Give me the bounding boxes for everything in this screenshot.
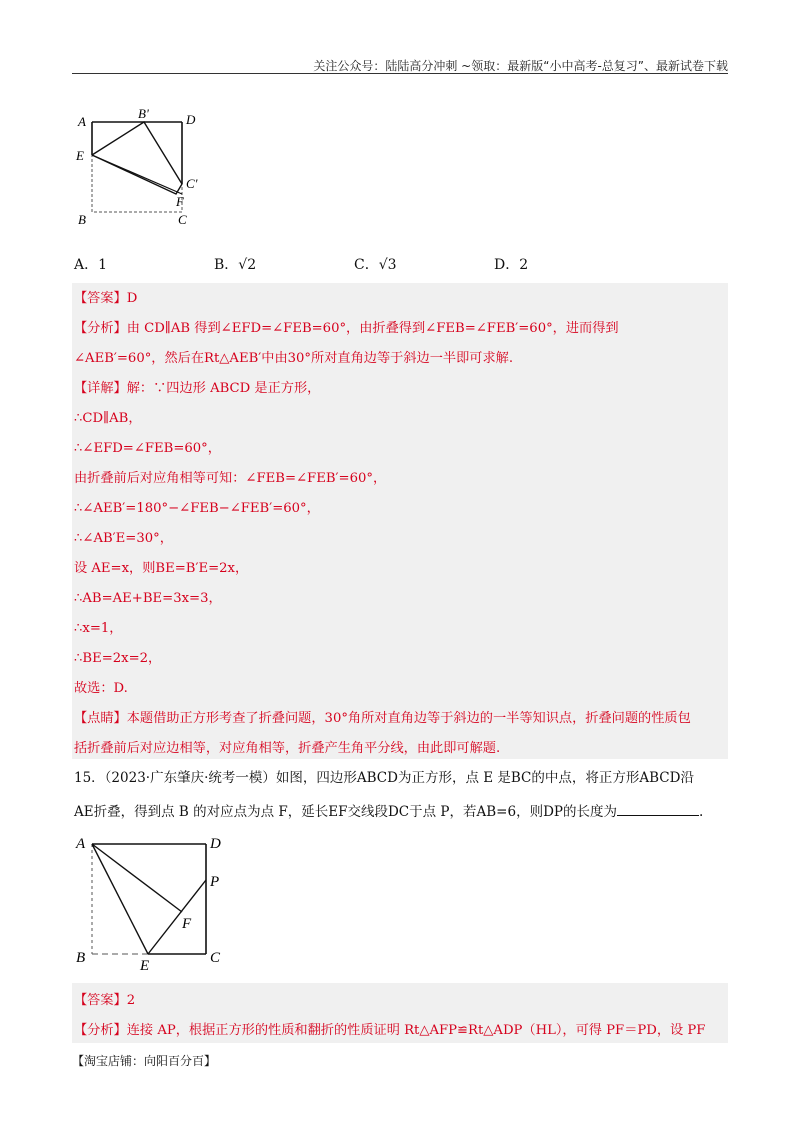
q15-line-2-text: AE折叠，得到点 B 的对应点为点 F，延长EF交线段DC于点 P，若AB=6，则DP的长度为	[74, 804, 617, 820]
fig1-label-E: E	[76, 148, 84, 163]
page-header: 关注公众号：陆陆高分冲刺 ~领取：最新版“小中高考-总复习”、最新试卷下载	[313, 59, 728, 73]
q14-detail-8: ∴AB=AE+BE=3x=3，	[74, 591, 222, 606]
figure-1-folded-square	[72, 100, 212, 230]
q15-line-1: 15．（2023·广东肇庆·统考一模）如图，四边形ABCD为正方形，点 E 是BC的中点，将正方形ABCD沿	[74, 770, 694, 786]
fig1-label-A: A	[78, 114, 86, 129]
fig1-label-F: F	[176, 194, 184, 209]
q14-detail-6: ∴∠AB′E=30°，	[74, 531, 173, 546]
q14-detail-9: ∴x=1，	[74, 621, 123, 636]
fig1-label-D: D	[186, 112, 196, 127]
q14-comment-1: 【点睛】本题借助正方形考查了折叠问题，30°角所对直角边等于斜边的一半等知识点，折叠问题的性质包	[74, 711, 691, 726]
option-a: A．1	[74, 257, 108, 273]
fig1-label-Cprime: C'	[186, 176, 198, 191]
q15-line-2-end: .	[699, 804, 704, 820]
fig2-label-C: C	[210, 950, 221, 966]
answer-blank	[617, 801, 699, 816]
square-outline-dashed	[92, 122, 182, 212]
option-b: B．√2	[214, 257, 257, 273]
option-c: C．√3	[354, 257, 397, 273]
q14-detail-5: ∴∠AEB′=180°−∠FEB−∠FEB′=60°，	[74, 501, 320, 516]
q14-analysis-2: ∠AEB′=60°，然后在Rt△AEB′中由30°所对直角边等于斜边一半即可求解.	[74, 351, 514, 366]
q15-answer-line: 【答案】2	[74, 993, 136, 1008]
fig2-label-B: B	[76, 950, 86, 966]
q15-analysis-1: 【分析】连接 AP，根据正方形的性质和翻折的性质证明 Rt△AFP≌Rt△ADP（HL），可得 PF＝PD，设 PF	[74, 1023, 706, 1038]
page-footer: 【淘宝店铺：向阳百分百】	[72, 1054, 217, 1068]
fig2-label-D: D	[210, 836, 221, 852]
fig2-label-A: A	[76, 836, 86, 852]
fig2-label-F: F	[182, 916, 192, 932]
q14-comment-2: 括折叠前后对应边相等，对应角相等，折叠产生角平分线，由此即可解题.	[74, 741, 501, 756]
fig1-label-C: C	[178, 212, 187, 227]
fig2-label-P: P	[210, 874, 220, 890]
figure-2-folded-square	[72, 830, 242, 970]
fig2-label-E: E	[140, 958, 150, 970]
q15-answer-box	[72, 983, 728, 1043]
q14-answer-line: 【答案】D	[74, 291, 138, 306]
fig1-label-B: B	[78, 212, 86, 227]
q14-analysis-1: 【分析】由 CD∥AB 得到∠EFD=∠FEB=60°，由折叠得到∠FEB=∠FEB′=60°，进而得到	[74, 321, 619, 336]
header-rule	[72, 73, 728, 74]
q14-detail-1: 【详解】解：∵四边形 ABCD 是正方形，	[74, 381, 321, 396]
option-d: D．2	[494, 257, 529, 273]
q14-answer-box	[72, 283, 728, 759]
q14-detail-7: 设 AE=x，则BE=B′E=2x，	[74, 561, 249, 576]
q15-line-2	[74, 800, 703, 820]
q14-detail-11: 故选：D.	[74, 681, 128, 696]
fig1-label-Bprime: B'	[138, 106, 149, 121]
q14-detail-4: 由折叠前后对应角相等可知：∠FEB=∠FEB′=60°，	[74, 471, 387, 486]
q14-detail-3: ∴∠EFD=∠FEB=60°，	[74, 441, 221, 456]
q14-detail-10: ∴BE=2x=2，	[74, 651, 162, 666]
q14-detail-2: ∴CD∥AB，	[74, 411, 142, 426]
